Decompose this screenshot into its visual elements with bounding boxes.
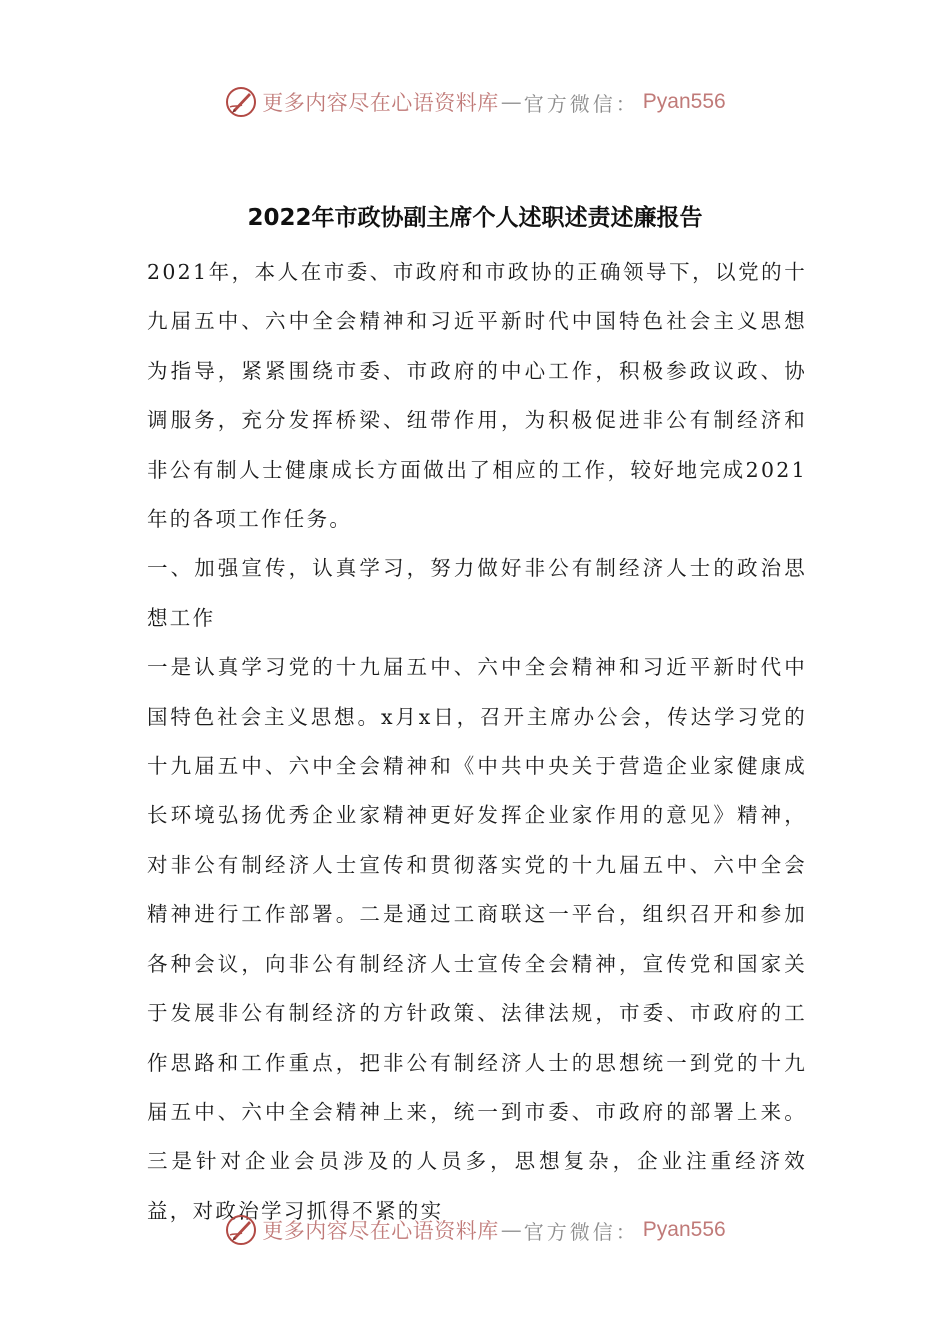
- quill-pen-icon: [224, 85, 258, 119]
- paragraph-intro: 2021年，本人在市委、市政府和市政协的正确领导下，以党的十九届五中、六中全会精神和习近平新时代中国特色社会主义思想为指导，紧紧围绕市委、市政府的中心工作，积极参政议政、协调服务，充分发挥桥梁、纽带作用，为积极促进非公有制经济和非公有制人士健康成长方面做出了相应的工作，较好地完成2021年的各项工作任务。: [147, 260, 807, 532]
- watermark-label: 官方微信：: [523, 91, 639, 116]
- watermark-separator: —: [500, 90, 522, 114]
- watermark-separator: —: [500, 1218, 522, 1242]
- document-title: 2022年市政协副主席个人述职述责述廉报告: [247, 205, 703, 231]
- watermark-banner-bottom: [0, 1208, 950, 1252]
- section-heading-1: 一、加强宣传，认真学习，努力做好非公有制经济人士的政治思想工作: [147, 556, 807, 630]
- quill-pen-icon: [224, 1213, 258, 1247]
- document-body: [147, 248, 807, 1236]
- watermark-label: 官方微信：: [523, 1219, 639, 1244]
- watermark-wechat-id: Pyan556: [642, 90, 726, 113]
- watermark-site-text: 更多内容尽在心语资料库: [262, 1219, 499, 1243]
- watermark-site-text: 更多内容尽在心语资料库: [262, 91, 499, 115]
- paragraph-section-1: 一是认真学习党的十九届五中、六中全会精神和习近平新时代中国特色社会主义思想。x月x日，召开主席办公会，传达学习党的十九届五中、六中全会精神和《中共中央关于营造企业家健康成长环境弘扬优秀企业家精神更好发挥企业家作用的意见》精神，对非公有制经济人士宣传和贯彻落实党的十九届五中、六中全会精神进行工作部署。二是通过工商联这一平台，组织召开和参加各种会议，向非公有制经济人士宣传全会精神，宣传党和国家关于发展非公有制经济的方针政策、法律法规，市委、市政府的工作思路和工作重点，把非公有制经济人士的思想统一到党的十九届五中、六中全会精神上来，统一到市委、市政府的部署上来。三是针对企业会员涉及的人员多，思想复杂，企业注重经济效益，对政治学习抓得不紧的实: [147, 655, 807, 1223]
- watermark-wechat-id: Pyan556: [642, 1218, 726, 1241]
- watermark-banner-top: [0, 80, 950, 124]
